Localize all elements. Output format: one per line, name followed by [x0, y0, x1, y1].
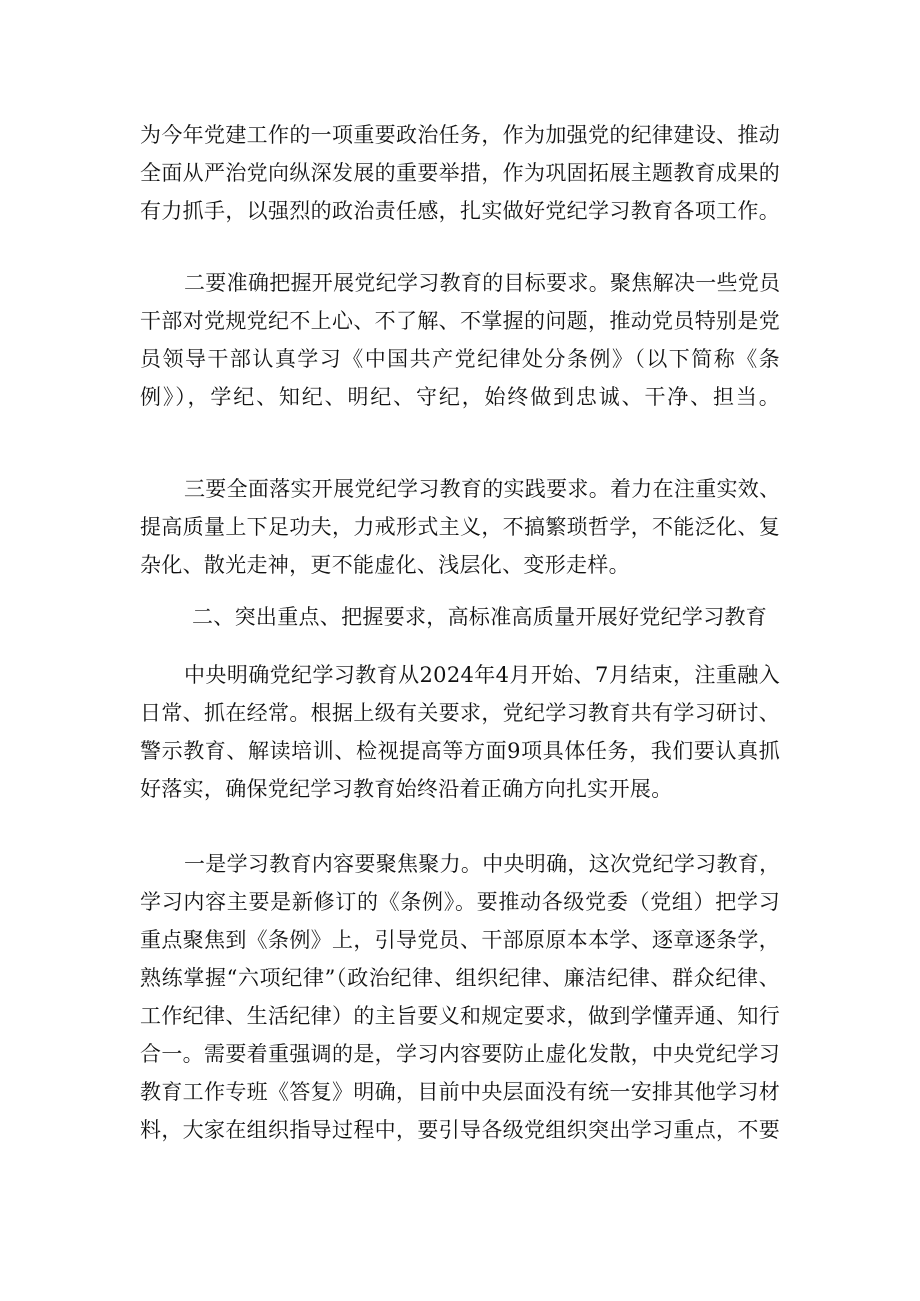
- section-heading: [140, 598, 780, 636]
- text-line: 重点聚焦到《条例》上，引导党员、干部原原本本学、逐章逐条学，: [140, 928, 780, 952]
- text-line: 为今年党建工作的一项重要政治任务，作为加强党的纪律建设、推动: [140, 123, 780, 147]
- text-line: 有力抓手，以强烈的政治责任感，扎实做好党纪学习教育各项工作。: [140, 199, 780, 223]
- paragraph-6: [140, 845, 780, 1149]
- text-line: 三要全面落实开展党纪学习教育的实践要求。着力在注重实效、: [184, 477, 781, 501]
- text-line: 全面从严治党向纵深发展的重要举措，作为巩固拓展主题教育成果的: [140, 161, 780, 185]
- text-line: 教育工作专班《答复》明确，目前中央层面没有统一安排其他学习材: [140, 1080, 780, 1104]
- text-line: 日常、抓在经常。根据上级有关要求，党纪学习教育共有学习研讨、: [140, 701, 780, 725]
- text-line: 合一。需要着重强调的是，学习内容要防止虚化发散，中央党纪学习: [140, 1042, 780, 1066]
- text-line: 二要准确把握开展党纪学习教育的目标要求。聚焦解决一些党员: [184, 271, 781, 295]
- paragraph-5: [140, 656, 780, 808]
- text-line: 好落实，确保党纪学习教育始终沿着正确方向扎实开展。: [140, 777, 673, 801]
- text-line: 中央明确党纪学习教育从2024年4月开始、7月结束，注重融入: [184, 663, 780, 687]
- text-line: 警示教育、解读培训、检视提高等方面9项具体任务，我们要认真抓: [140, 739, 780, 763]
- text-line: 熟练掌握“六项纪律”（政治纪律、组织纪律、廉洁纪律、群众纪律、: [140, 966, 780, 990]
- paragraph-1: [140, 116, 780, 230]
- text-line: 例》），学纪、知纪、明纪、守纪，始终做到忠诚、干净、担当。: [140, 385, 780, 409]
- text-line: 料，大家在组织指导过程中，要引导各级党组织突出学习重点，不要: [140, 1118, 780, 1142]
- text-line: 干部对党规党纪不上心、不了解、不掌握的问题，推动党员特别是党: [140, 309, 780, 333]
- text-line: 提高质量上下足功夫，力戒形式主义，不搞繁琐哲学，不能泛化、复: [140, 515, 780, 539]
- text-line: 员领导干部认真学习《中国共产党纪律处分条例》（以下简称《条: [140, 347, 780, 371]
- paragraph-3: [140, 470, 780, 584]
- text-line: 一是学习教育内容要聚焦聚力。中央明确，这次党纪学习教育，: [184, 852, 781, 876]
- text-line: 杂化、散光走神，更不能虚化、浅层化、变形走样。: [140, 553, 630, 577]
- heading-text: 二、突出重点、把握要求，高标准高质量开展好党纪学习教育: [192, 605, 768, 629]
- text-line: 学习内容主要是新修订的《条例》。要推动各级党委（党组）把学习: [140, 890, 780, 914]
- text-line: 工作纪律、生活纪律）的主旨要义和规定要求，做到学懂弄通、知行: [140, 1004, 780, 1028]
- paragraph-2: [140, 264, 780, 416]
